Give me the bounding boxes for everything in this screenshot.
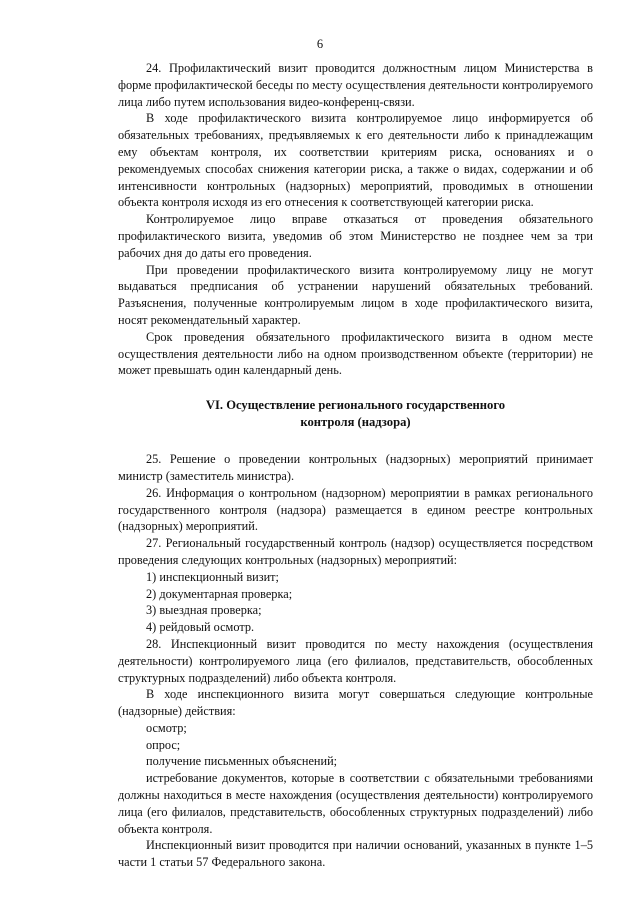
paragraph: 28. Инспекционный визит проводится по месту нахождения (осуществления деятельности) контролируемого лица (его филиалов, представительств, обособленных структурных подразделений) либо объекта контроля.	[118, 636, 593, 685]
list-item: получение письменных объяснений;	[146, 754, 338, 769]
paragraph: При проведении профилактического визита контролируемому лицу не могут выдаваться предписания об устранении нарушений обязательных требований. Разъяснения, полученные контролируемым лицом в ходе профилактического визита, носят рекомендательный характер.	[118, 262, 593, 327]
paragraph: 25. Решение о проведении контрольных (надзорных) мероприятий принимает министр (заместитель министра).	[118, 452, 593, 483]
list-item: 2) документарная проверка;	[146, 586, 293, 601]
paragraph: 26. Информация о контрольном (надзорном) мероприятии в рамках регионального государственного контроля (надзора) размещается в едином реестре контрольных (надзорных) мероприятий.	[118, 485, 593, 534]
paragraph: Срок проведения обязательного профилактического визита в одном месте осуществления деятельности либо на одном производственном объекте (территории) не может превышать один календарный день.	[118, 329, 593, 378]
paragraph: 24. Профилактический визит проводится должностным лицом Министерства в форме профилактической беседы по месту осуществления деятельности контролируемого лица либо путем использования видео-конференц-связи.	[118, 61, 593, 109]
list-item: опрос;	[146, 737, 181, 752]
list-item: истребование документов, которые в соответствии с обязательными требованиями должны находиться в месте нахождения (осуществления деятельности) контролируемого лица (его филиалов, представительств, обособленных структурных подразделений) либо объекта контроля.	[118, 771, 593, 836]
paragraph: 27. Региональный государственный контроль (надзор) осуществляется посредством проведения следующих контрольных (надзорных) мероприятий:	[118, 536, 593, 567]
paragraph: Инспекционный визит проводится при наличии оснований, указанных в пункте 1–5 части 1 статьи 57 Федерального закона.	[118, 838, 593, 870]
page-number: 6	[316, 37, 324, 51]
document-body	[118, 60, 593, 871]
section-heading-line: контроля (надзора)	[300, 415, 411, 430]
list-item: 1) инспекционный визит;	[146, 569, 279, 584]
section-heading-line: VI. Осуществление регионального государственного	[205, 398, 506, 413]
paragraph: Контролируемое лицо вправе отказаться от проведения обязательного профилактического визита, уведомив об этом Министерство не позднее чем за три рабочих дня до даты его проведения.	[118, 212, 593, 260]
paragraph: В ходе профилактического визита контролируемое лицо информируется об обязательных требованиях, предъявляемых к его деятельности либо к принадлежащим ему объектам контроля, их соответствии критериям риска, основаниях и о рекомендуемых способах снижения категории риска, а также о видах, содержании и об интенсивности контрольных (надзорных) мероприятий, проводимых в отношении объекта контроля исходя из его отнесения к соответствующей категории риска.	[118, 111, 593, 210]
section-heading	[118, 397, 593, 431]
list-item: 3) выездная проверка;	[146, 603, 262, 618]
list-item: 4) рейдовый осмотр.	[146, 620, 255, 635]
list-item: осмотр;	[146, 720, 187, 735]
paragraph: В ходе инспекционного визита могут совершаться следующие контрольные (надзорные) действия:	[118, 687, 593, 719]
